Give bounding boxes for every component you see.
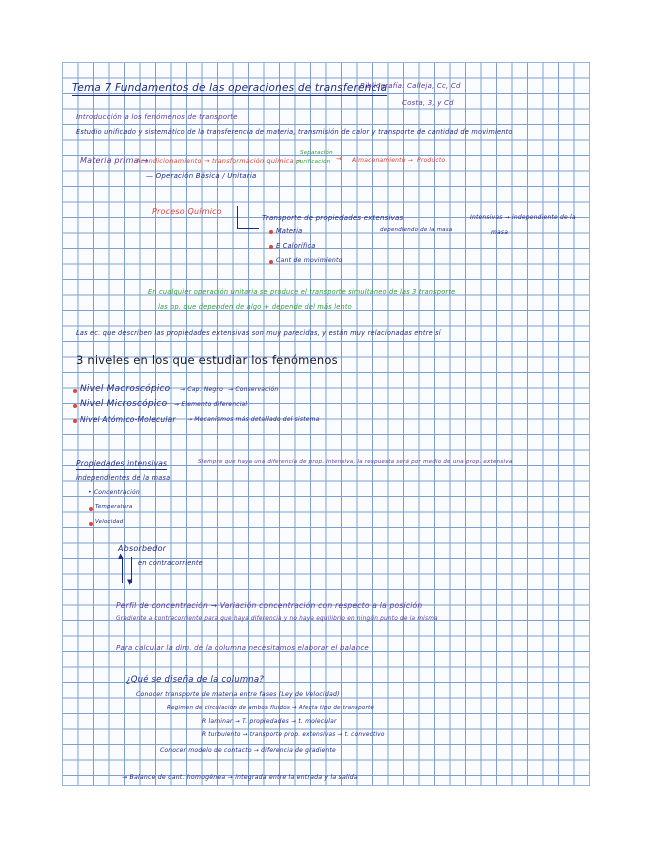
- niveles-heading: 3 niveles en los que estudiar los fenómenos: [76, 353, 338, 367]
- columna-item-3: R laminar → T. propiedades → t. molecular: [202, 718, 337, 725]
- flow-acondicionamiento: Acondicionamiento →: [136, 157, 210, 165]
- bullet-icon: [73, 404, 77, 408]
- bibliography-line-1: Bibliografía: Calleja, Cc, Cd: [360, 82, 461, 90]
- bullet-icon: [89, 507, 93, 511]
- arrow-down-icon: ▼: [127, 578, 133, 586]
- bibliography-line-2: Costa, 3, y Cd: [402, 99, 454, 107]
- bullet-icon: [73, 419, 77, 423]
- perfil-line-1: Perfil de concentración → Variación concentración con respecto a la posición: [116, 601, 423, 610]
- page-title: [72, 83, 387, 94]
- intensivas-item-concentracion: • Concentración: [88, 489, 140, 496]
- absorbedor-sub: en contracorriente: [138, 559, 203, 567]
- intensivas-note-2: masa: [491, 229, 509, 236]
- proceso-item-calorifica: E Calorífica: [276, 242, 316, 250]
- nivel-macroscopico-extra: → Conservación: [228, 386, 279, 393]
- arrow-up-line: [122, 557, 123, 583]
- nivel-microscopico: Nivel Microscópico: [80, 399, 168, 409]
- perfil-line-2: Gradiente a contracorriente para que haya diferencia y no haya equilibrio en ningún punto de la misma: [116, 616, 438, 622]
- nivel-microscopico-desc: → Elemento diferencial: [174, 401, 248, 408]
- columna-item-2: Regimen de circulación de ambos fluidos → Afecta tipo de transporte: [167, 705, 375, 711]
- nivel-macroscopico-desc: → Cap. Negro: [180, 386, 223, 393]
- arrow-up-icon: ▲: [118, 552, 124, 560]
- columna-item-1: Conocer transporte de materia entre fases (Ley de Velocidad): [136, 691, 340, 698]
- ecuaciones-note: Las ec. que describen las propiedades extensivas son muy parecidas, y están muy relacionadas entre sí: [76, 329, 441, 337]
- intensivas-sub: independientes de la masa: [76, 474, 171, 482]
- flow-producto: Producto: [417, 157, 446, 164]
- flow-purificacion: purificación: [296, 159, 331, 165]
- bullet-icon: [269, 245, 273, 249]
- proceso-item-movimiento: Cant de movimiento: [276, 257, 343, 264]
- bullet-icon: [269, 260, 273, 264]
- intensivas-heading-text: Propiedades intensivas: [76, 459, 168, 468]
- absorbedor-label: Absorbedor: [118, 544, 167, 553]
- nivel-macroscopico: Nivel Macroscópico: [80, 384, 171, 394]
- intensivas-heading: [76, 460, 167, 468]
- bullet-icon: [73, 389, 77, 393]
- para-calcular: Para calcular la dim. de la columna necesitamos elaborar el balance: [116, 644, 369, 652]
- balance-line: → Balance de cant. homogénea → integrada entre la entrada y la salida: [122, 774, 358, 781]
- bracket-vertical: [237, 206, 238, 228]
- bullet-icon: [89, 522, 93, 526]
- columna-question: ¿Qué se diseña de la columna?: [126, 675, 265, 685]
- columna-item-4: R turbulento → transporte prop. extensivas → t. convectivo: [202, 732, 385, 738]
- title-text: Tema 7 Fundamentos de las operaciones de transferencia: [72, 82, 388, 94]
- flow-operacion-basica: — Operación Básica / Unitaria: [146, 172, 257, 180]
- flow-separacion: Separación: [300, 150, 333, 156]
- intro-text: Estudio unificado y sistemático de la transferencia de materia, transmisión de calor y transporte de cantidad de movimiento: [76, 128, 513, 136]
- nivel-atomico-desc: → Mecanismos más detallado del sistema: [187, 416, 320, 423]
- intensivas-note: Siempre que haya una diferencia de prop. intensiva, la respuesta será por medio de una prop. extensiva: [198, 459, 513, 465]
- proceso-item-materia: Materia: [276, 227, 303, 235]
- bullet-icon: [269, 230, 273, 234]
- flow-arrow: →: [336, 155, 343, 163]
- transporte-propiedades: Transporte de propiedades extensivas: [262, 214, 404, 222]
- proceso-quimico-label: Proceso Químico: [152, 207, 222, 216]
- nivel-atomico: Nivel Atómico-Molecular: [80, 415, 176, 424]
- columna-item-5: Conocer modelo de contacto → diferencia de gradiente: [160, 747, 336, 754]
- intensivas-item-velocidad: Velocidad: [95, 519, 124, 525]
- depende-masa: dependiendo de la masa: [380, 227, 453, 233]
- intro-heading: Introducción a los fenómenos de transporte: [76, 113, 238, 121]
- flow-materia-prima: Materia prima →: [80, 156, 149, 165]
- intensivas-note-1: Intensivas → independiente de la: [470, 214, 576, 221]
- green-note-line-1: En cualquier operación unitaria se produce el transporte simultáneo de las 3 transporte: [148, 288, 456, 296]
- intensivas-item-temperatura: Temperatura: [95, 504, 133, 510]
- flow-almacenamiento: Almacenamiento →: [352, 157, 413, 164]
- green-note-line-2: las op. que dependen de algo + depende del más lento: [158, 303, 352, 311]
- flow-transformacion: transformación química →: [212, 157, 302, 165]
- bracket-horizontal: [237, 228, 259, 229]
